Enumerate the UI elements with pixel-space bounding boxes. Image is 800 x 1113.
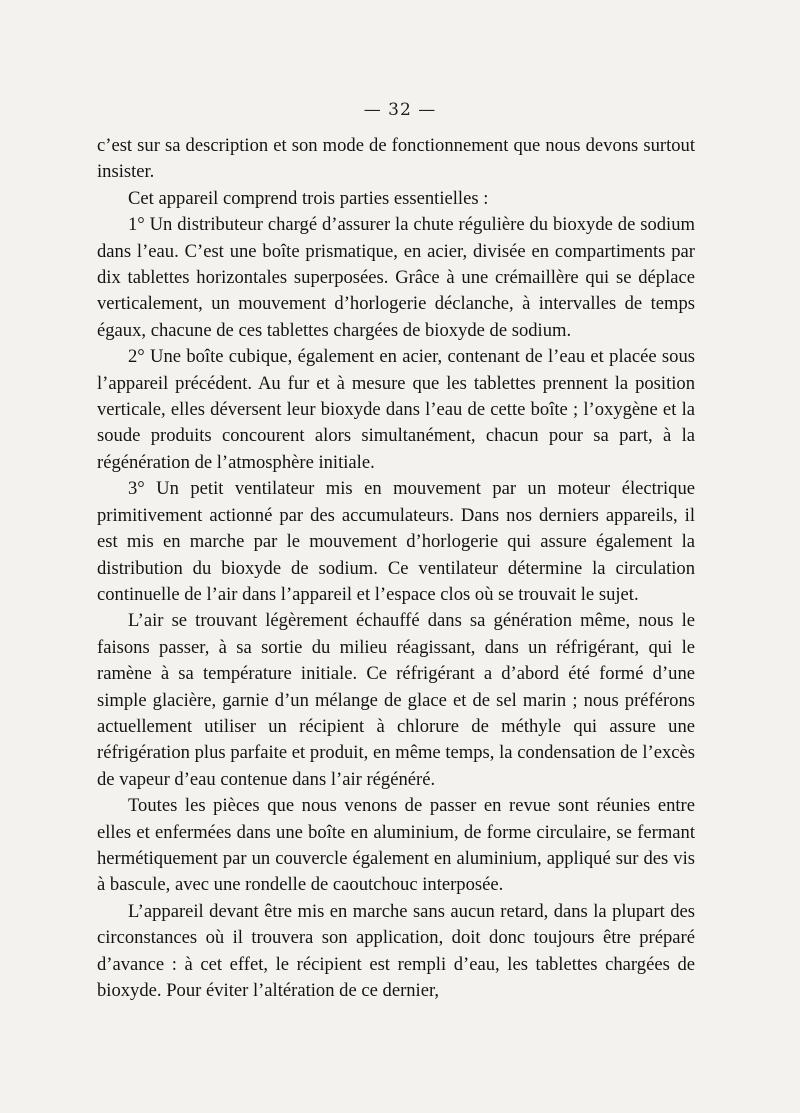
paragraph-aluminium-box: Toutes les pièces que nous venons de passer en revue sont réunies entre elles et enfermées dans une boîte en aluminium, de forme circulaire, se fermant hermétiquement par un couvercle également en aluminium, appliqué sur des vis à bascule, avec une rondelle de caoutchouc interposée. — [97, 795, 695, 896]
paragraph-cubic-box: 2° Une boîte cubique, également en acier, contenant de l’eau et placée sous l’appareil précédent. Au fur et à mesure que les tablettes prennent la position verticale, elles déversent leur bioxyde dans l’eau de cette boîte ; l’oxygène et la soude produits concourent alors simultanément, chacun pour sa part, à la régénération de l’atmosphère initiale. — [97, 346, 695, 473]
paragraph-preparation: L’appareil devant être mis en marche sans aucun retard, dans la plupart des circonstances où il trouvera son application, doit donc toujours être préparé d’avance : à cet effet, le récipient est rempli d’eau, les tablettes chargées de bioxyde. Pour éviter l’altération de ce dernier, — [97, 900, 695, 1001]
paragraph-refrigerant: L’air se trouvant légèrement échauffé dans sa génération même, nous le faisons passer, à sa sortie du milieu réagissant, dans un réfrigérant, qui le ramène à sa température initiale. Ce réfrigérant a d’abord été formé d’une simple glacière, garnie d’un mélange de glace et de sel marin ; nous préférons actuellement utiliser un récipient à chlorure de méthyle qui assure une réfrigération plus parfaite et produit, en même temps, la condensation de l’excès de vapeur d’eau contenue dans l’air régénéré. — [97, 610, 695, 790]
paragraph-intro: Cet appareil comprend trois parties essentielles : — [128, 187, 489, 209]
body-text — [97, 133, 695, 1004]
paragraph-ventilator: 3° Un petit ventilateur mis en mouvement par un moteur électrique primitivement actionné par des accumulateurs. Dans nos derniers appareils, il est mis en marche par le mouvement d’horlogerie qui assure également la distribution du bioxyde de sodium. Ce ventilateur détermine la circulation continuelle de l’air dans l’appareil et l’espace clos où se trouvait le sujet. — [97, 478, 695, 605]
page-number: — 32 — — [363, 100, 437, 120]
paragraph-continuation: c’est sur sa description et son mode de fonctionnement que nous devons surtout insister. — [97, 135, 695, 183]
paragraph-distributor: 1° Un distributeur chargé d’assurer la chute régulière du bioxyde de sodium dans l’eau. C’est une boîte prismatique, en acier, divisée en compartiments par dix tablettes horizontales superposées. Grâce à une crémaillère qui se déplace verticalement, un mouvement d’horlogerie déclanche, à intervalles de temps égaux, chacune de ces tablettes chargées de bioxyde de sodium. — [97, 214, 695, 341]
